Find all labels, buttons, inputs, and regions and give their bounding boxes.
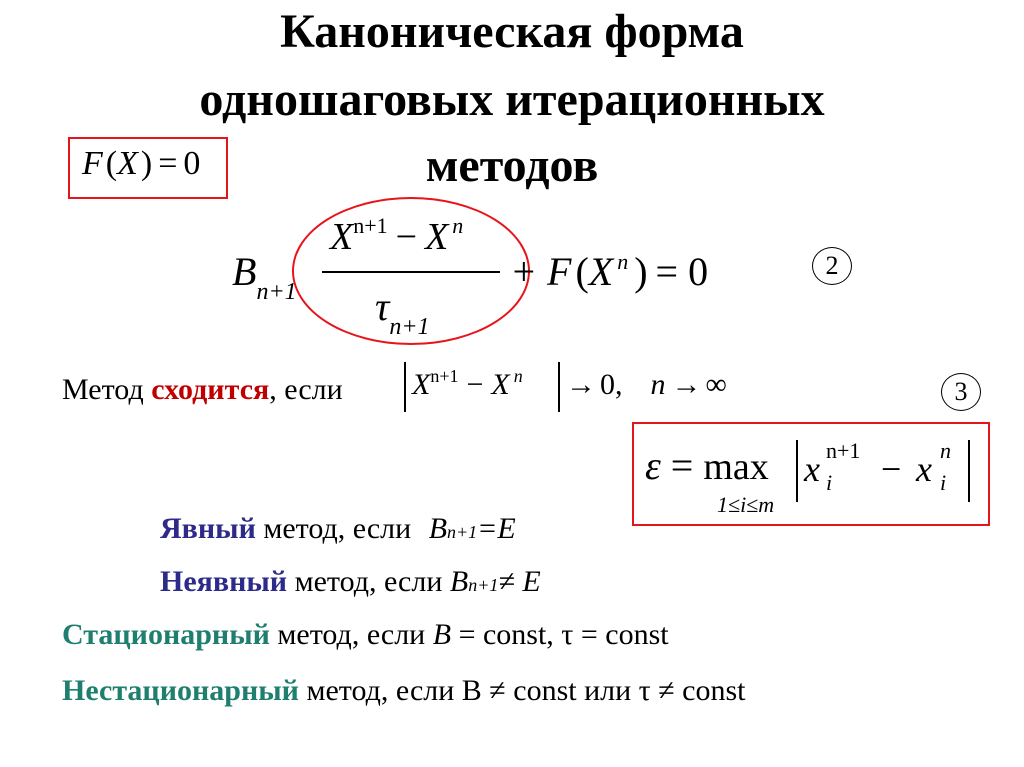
epsilon-formula xyxy=(645,442,769,489)
convergence-highlight: сходится xyxy=(151,373,270,406)
canonical-x-sup: n xyxy=(617,249,629,274)
stationary-rest: = const, τ = const xyxy=(451,618,669,651)
stationary-line xyxy=(62,618,669,652)
conv-arrow2: → xyxy=(671,368,702,401)
conv-n: n xyxy=(650,368,666,401)
conv-arrow: → xyxy=(566,368,596,401)
implicit-rest: ≠ E xyxy=(498,565,541,598)
fraction-bar xyxy=(322,271,500,273)
convergence-prefix: Метод xyxy=(62,373,152,406)
implicit-line xyxy=(160,565,541,599)
f-lparen: ( xyxy=(105,145,118,182)
abs-bar-left xyxy=(404,362,406,412)
canonical-rest xyxy=(510,248,708,295)
canonical-b-sub: n+1 xyxy=(256,279,297,305)
eps-minus: − xyxy=(881,449,902,489)
convergence-limit xyxy=(566,368,727,402)
num-minus: − xyxy=(395,216,418,258)
eps-range: 1≤i≤m xyxy=(717,492,775,517)
eps-x1-sub: i xyxy=(826,470,833,495)
abs-bar-right xyxy=(558,362,560,412)
conv-minus: − xyxy=(466,368,484,401)
f-rparen: ) xyxy=(140,145,153,182)
convergence-text xyxy=(62,373,343,407)
eps-abs-left xyxy=(796,440,798,502)
canonical-x: X xyxy=(588,249,614,294)
title-line-3: методов xyxy=(425,139,599,192)
equation-number-3: 3 xyxy=(941,373,981,411)
f-letter: F xyxy=(82,145,103,182)
denom-sub: n+1 xyxy=(389,314,430,340)
convergence-suffix: , если xyxy=(269,373,343,406)
nonstationary-label: Нестационарный xyxy=(62,674,299,707)
canonical-denominator xyxy=(375,283,430,340)
canonical-plus-f: + F xyxy=(510,249,572,294)
canonical-b-letter: B xyxy=(232,249,257,294)
nonstationary-line xyxy=(62,674,746,708)
equation-number-2: 2 xyxy=(812,247,852,285)
stationary-text: метод, если xyxy=(269,618,433,651)
stationary-label: Стационарный xyxy=(62,618,270,651)
eps-x1-sup: n+1 xyxy=(826,438,861,463)
eps-x2-sub: i xyxy=(940,470,947,495)
conv-sup2: n xyxy=(513,366,523,386)
eps-abs-right xyxy=(968,440,970,502)
eps-x2: x xyxy=(916,449,932,489)
f-x: X xyxy=(117,145,138,182)
conv-zero: 0, xyxy=(600,368,623,401)
canonical-eq-zero: = 0 xyxy=(655,249,709,294)
nonstationary-text: метод, если B ≠ const или τ ≠ const xyxy=(298,674,746,707)
explicit-b: B xyxy=(428,512,448,545)
stationary-b: B xyxy=(432,618,452,651)
implicit-sub: n+1 xyxy=(468,575,499,595)
conv-sup1: n+1 xyxy=(430,366,459,386)
explicit-sub: n+1 xyxy=(447,522,478,542)
conv-x1: X xyxy=(412,368,431,401)
num-x1: X xyxy=(330,216,354,258)
explicit-line xyxy=(160,512,516,546)
canonical-rp: ) xyxy=(634,249,648,294)
conv-inf: ∞ xyxy=(705,368,727,401)
num-sup1: n+1 xyxy=(353,213,388,238)
equation-f xyxy=(82,145,200,183)
explicit-rest: =E xyxy=(477,512,516,545)
f-zero: 0 xyxy=(183,145,201,182)
explicit-label: Явный xyxy=(160,512,256,545)
title-line-1: Каноническая форма xyxy=(280,5,744,58)
denom-tau: τ xyxy=(375,284,390,329)
f-eq: = xyxy=(158,145,178,182)
conv-x2: X xyxy=(491,368,510,401)
canonical-lp: ( xyxy=(575,249,589,294)
implicit-text: метод, если xyxy=(287,565,450,598)
title-line-2: одношаговых итерационных xyxy=(199,73,825,126)
eps-x1: x xyxy=(804,449,820,489)
num-x2: X xyxy=(425,216,449,258)
canonical-numerator xyxy=(330,215,463,259)
eps-x1-wrap xyxy=(804,448,820,490)
explicit-text: метод, если xyxy=(255,512,419,545)
eps-x2-wrap xyxy=(916,448,932,490)
eps-max: max xyxy=(703,446,769,488)
eps-eq: = xyxy=(670,443,694,488)
implicit-b: B xyxy=(449,565,469,598)
num-sup2: n xyxy=(452,213,464,238)
eps-x2-sup: n xyxy=(940,438,951,463)
canonical-b xyxy=(232,248,297,305)
implicit-label: Неявный xyxy=(160,565,288,598)
eps-symbol: ε xyxy=(645,443,661,488)
convergence-formula xyxy=(412,368,523,402)
